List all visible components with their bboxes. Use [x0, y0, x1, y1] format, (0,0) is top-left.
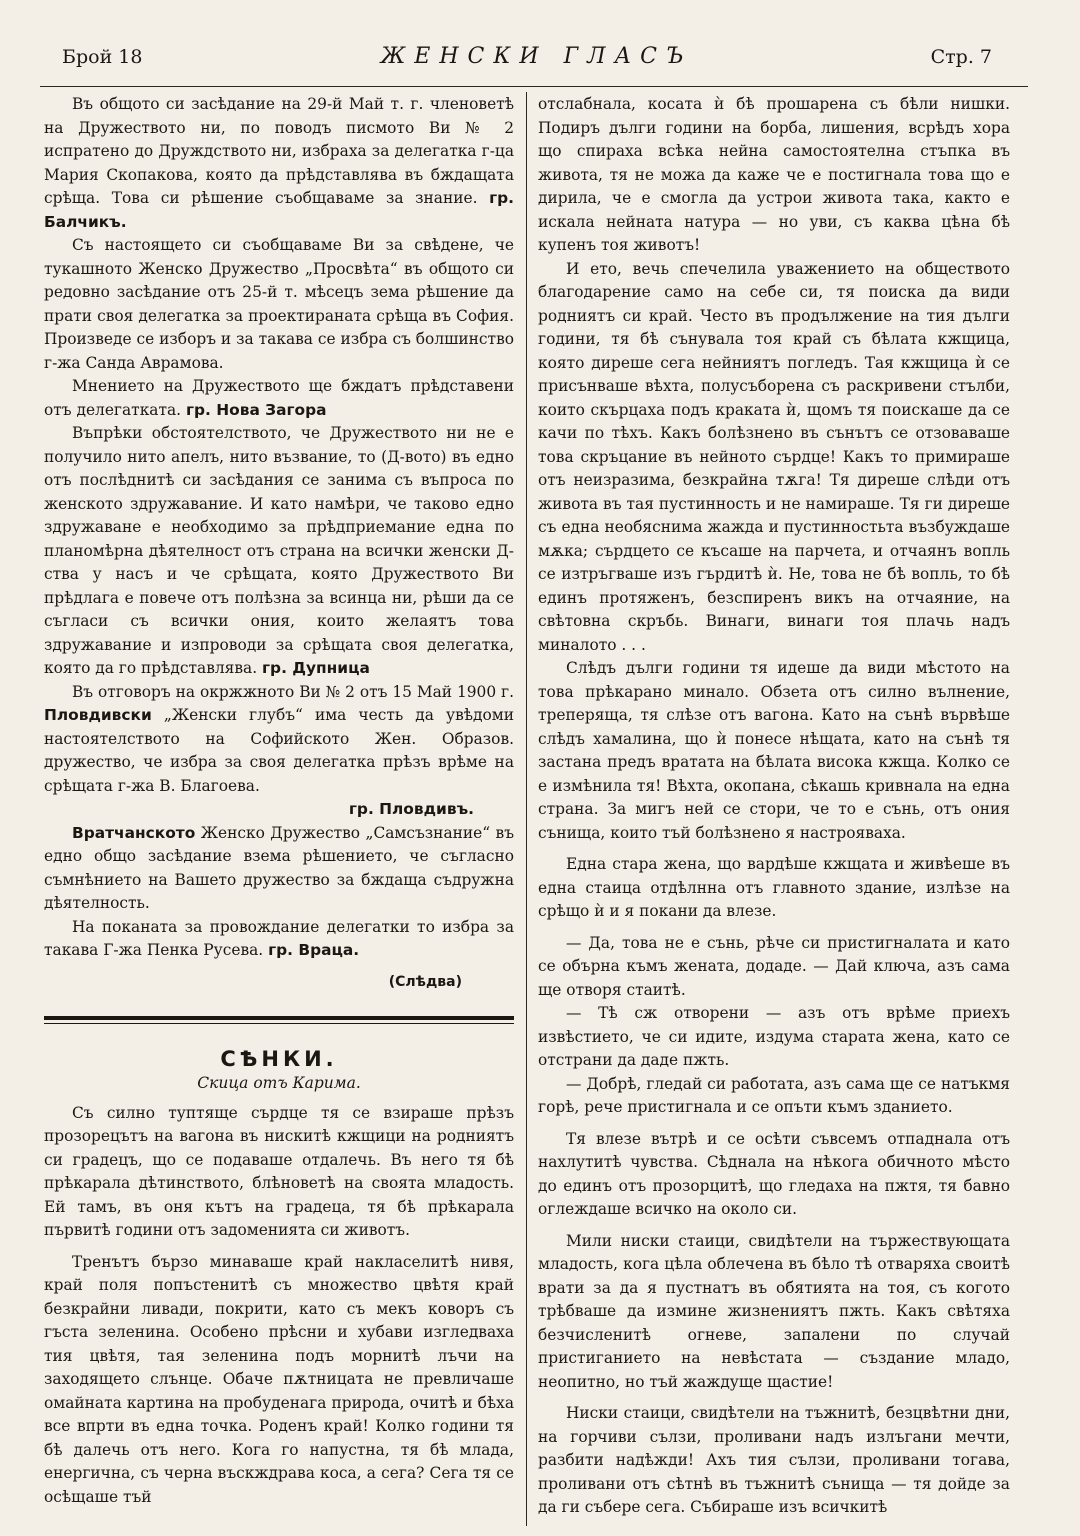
- page-header: [62, 44, 992, 78]
- issue-number: Брой 18: [62, 46, 143, 68]
- page-number: Стр. 7: [930, 46, 992, 68]
- story-paragraph: Ниски стаици, свидѣтели на тъжнитѣ, безцвѣтни дни, на горчиви сълзи, проливани надъ излъгани мечти, разбити надѣжди! Ахъ тия сълзи, проливани тогава, проливани отъ сѣтнѣ въ тъжнитѣ сънища — тя дойде за да ги събере сега. Събираше изъ всичкитѣ: [538, 1404, 1010, 1516]
- column-divider: [526, 92, 527, 1526]
- place-plovdiv: гр. Пловдивъ.: [348, 800, 474, 818]
- story-paragraph: Слѣдъ дълги години тя идеше да види мѣстото на това прѣкарано минало. Обзета отъ силно вълнение, треперяща, тя слѣзе отъ вагона. Като на сънѣ вървѣше слѣдъ хамалина, що ѝ понесе нѣщата, като на сънѣ тя застана предъ вратата на бѣлата висока кжща. Колко се е измѣнила тя! Вѣхта, окопана, сѣкашь кривнала на една страна. За мигъ ней се стори, че то е сънь, отъ ония сънища, които тъй болѣзнено я настрояваха.: [538, 659, 1010, 842]
- place-balchik: гр. Балчикъ.: [44, 189, 514, 231]
- story-paragraph: — Добрѣ, гледай си работата, азъ сама ще се натъкмя горѣ, рече пристигнала и се опъти къмъ зданието.: [538, 1074, 1010, 1116]
- header-rule: [40, 86, 1028, 87]
- story-title: СѢНКИ.: [220, 1047, 338, 1071]
- section-divider: [44, 1016, 514, 1024]
- notice-nova-zagora-2: Мнението на Дружеството ще бждатъ прѣдставени отъ делегатката. гр. Нова Загора: [44, 377, 514, 419]
- story-paragraph: отслабнала, косата ѝ бѣ прошарена съ бѣли нишки. Подиръ дълги години на борба, лишения, всрѣдъ хора що спираха всѣка нейна самостоятелна стъпка въ живота, тя не можа да каже че е постигнала това що е дирила, че е смогла да устрои живота така, както е искала нейната натура — но уви, съ каква цѣна бѣ купенъ тоя животъ!: [538, 95, 1010, 254]
- story-paragraph: Тя влезе вътрѣ и се осѣти съвсемъ отпаднала отъ нахлутитѣ чувства. Сѣднала на нѣкога обичното мѣсто до единъ отъ прозорцитѣ, що гледаха на пжтя, тя бавно оглеждаше всичко на около си.: [538, 1129, 1010, 1218]
- newspaper-title: ЖЕНСКИ ГЛАСЪ: [380, 44, 693, 69]
- place-dupnitsa: гр. Дупница: [262, 659, 370, 677]
- left-column: [44, 93, 514, 1509]
- place-vratsa: гр. Враца.: [268, 941, 360, 959]
- story-paragraph: — Да, това не е сънь, рѣче си пристигналата и като се обърна къмъ жената, додаде. — Дай ключа, азъ сама ще отворя стаитѣ.: [538, 933, 1010, 999]
- notice-vratsa-2: На поканата за провождание делегатки то избра за такава Г-жа Пенка Русева. гр. Враца.: [44, 917, 514, 959]
- notice-vratsa-1: Вратчанското Женско Дружество „Самсъзнание“ въ едно общо засѣдание взема рѣшението, че съгласно съмнѣнието на Вашето дружество за бждаща съдружна дѣятелность.: [44, 823, 514, 912]
- story-paragraph: Една стара жена, що вардѣше кжщата и живѣеше въ една стаица отдѣлнна отъ главното здание, излѣзе на срѣщо ѝ и я покани да влезе.: [538, 855, 1010, 920]
- story-paragraph: Тренътъ бързо минаваше край накласелитѣ нивя, край поля попъстенитѣ съ множество цвѣтя край безкрайни ливади, покрити, като съ мекъ коворъ съ гъста зеленина. Особено прѣсни и хубави изгледваха тия цвѣтя, тая зеленина подъ морнитѣ лъчи на заходящето слънце. Обаче пѫтницата не превличаше омайната картина на пробуденага природа, очитѣ и бѣха все впрти въ една точка. Роденъ край! Колко години тя бѣ далечь отъ него. Кога го напустна, тя бѣ млада, енергична, съ черна въскждрава коса, а сега? Сега тя се осѣщаше тъй: [44, 1252, 514, 1506]
- notice-dupnitsa: Въпрѣки обстоятелството, че Дружеството ни не е получило нито апелъ, нито възвание, то (Д-вото) въ едно отъ послѣднитѣ си засѣдания се занима съ въпроса по женското здружавание. И като намѣри, че таково едно здружаване е необходимо за прѣдприемание една по планомѣрна дѣятелност отъ страна на всички женски Д-ства у насъ и че срѣщата, която Дружеството Ви прѣдлага е повече отъ полѣзна за всинца ни, рѣши да се съгласи съ всички ония, които желаятъ това здружавание и изпроводи за срѣщата своя делегатка, която да го прѣдставлява. гр. Дупница: [44, 424, 514, 677]
- story-paragraph: Мили ниски стаици, свидѣтели на тържествующата младость, кога цѣла облечена въ бѣло тѣ отваряха своитѣ врати за да я пустнатъ въ обятията на тоя, съ когото трѣбваше да измине жизнениятъ пжть. Какъ свѣтяха безчисленитѣ огневе, запалени по случай пристиганието на невѣстата — създание младо, неопитно, но тъй жаждуще щастие!: [538, 1231, 1010, 1391]
- story-paragraph: — Тѣ сж отворени — азъ отъ врѣме приехъ извѣстието, че си идите, издума старата жена, като се отстрани да даде пжть.: [538, 1004, 1010, 1069]
- place-nova-zagora: гр. Нова Загора: [185, 400, 327, 419]
- notice-balchik: Въ общото си засѣдание на 29-й Май т. г. членоветѣ на Дружеството ни, по поводъ писмото Ви № 2 испратено до Друждството ни, избраха за делегатка г-ца Мария Скопакова, която да прѣдставлява въ бждащата срѣща. Това си рѣшение съобщаваме за знание. гр. Балчикъ.: [44, 95, 514, 231]
- story-paragraph: И ето, вечь спечелила уважението на обществото благодарение само на себе си, тя поиска да види родниятъ си край. Често въ продължение на тия дълги години, тя бѣ сънувала тоя край съ бѣлата кжщица, която диреше сега нейниятъ погледъ. Тая кжщица ѝ се присънваше вѣхта, полусъборена съ раскривени стълби, които скърцаха подъ краката ѝ, щомъ тя поискаше да се качи по тѣхъ. Какъ болѣзнено въ сънътъ се отзоваваше това скръцание въ нейното сърдце! Какъ то примираше отъ неизразима, безкрайна тѫга! Тя диреше слѣди отъ живота въ тая пустинность и не намираше. Тя ги диреше съ една необяснима жажда и пустинностьта възбуждаше мѫка; сърдцето се късаше на парчета, и отчаянъ вопль се изтръгваше изъ гърдитѣ ѝ. Не, това не бѣ вопль, то бѣ единъ протяженъ, безспиренъ викъ на отчаяние, на свѣтовна скръбь. Винаги, винаги тоя плачь надъ миналото . . .: [538, 259, 1010, 654]
- notice-plovdiv: Въ отговоръ на окржжното Ви № 2 отъ 15 Май 1900 г. Пловдивски „Женски глубъ“ има честь да увѣдоми настоятелството на Софийското Жен. Образов. дружество, че избра за своя делегатка прѣзъ врѣме на срѣщата г-жа В. Благоева.: [44, 682, 514, 795]
- story-subtitle: Скица отъ Карима.: [197, 1074, 361, 1092]
- continued-label: (Слѣдва): [388, 973, 462, 990]
- story-paragraph: Съ силно туптяще сърдце тя се взираше прѣзъ прозорецътъ на вагона въ нискитѣ кжщици на родниятъ си градецъ, що се подаваше отдалечь. Въ него тя бѣ прѣкарала дѣтинството, блѣноветѣ на своята младость. Ей тамъ, въ оня кътъ на градеца, тя бѣ прѣкарала първитѣ години отъ задоменията си животъ.: [44, 1103, 514, 1239]
- notice-nova-zagora-1: Съ настоящето си съобщаваме Ви за свѣдене, че тукашното Женско Дружество „Просвѣта“ въ общото си редовно засѣдание отъ 25-й т. мѣсецъ зема рѣшение да прати своя делегатка за проектираната срѣща въ София. Произведе се изборъ и за такава се избра съ болшинство г-жа Санда Аврамова.: [44, 236, 514, 372]
- right-column: [538, 93, 1010, 1520]
